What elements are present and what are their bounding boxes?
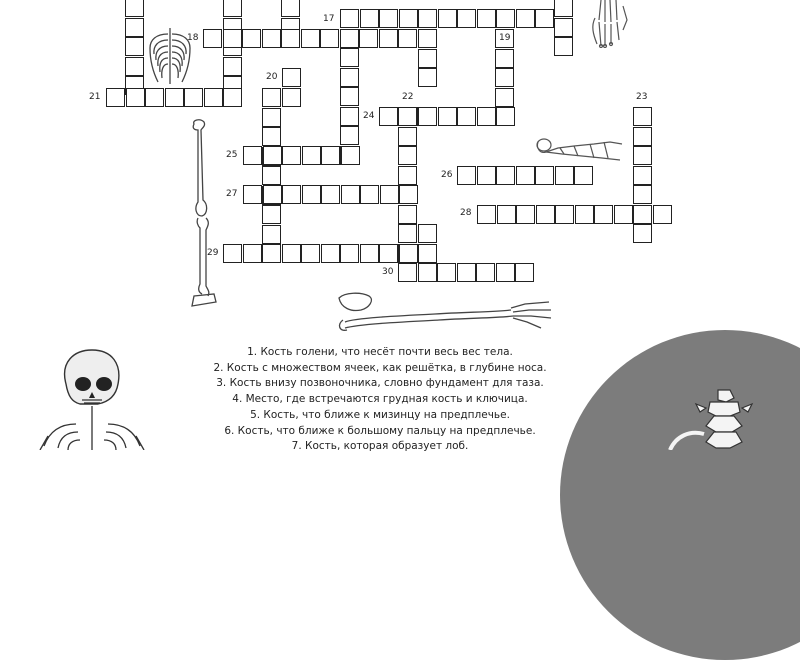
crossword-cell[interactable] (457, 9, 476, 28)
crossword-cell[interactable] (633, 205, 652, 224)
crossword-cell[interactable] (633, 166, 652, 185)
crossword-cell[interactable] (341, 185, 360, 204)
crossword-cell[interactable] (555, 166, 574, 185)
crossword-cell[interactable] (398, 205, 417, 224)
clue-4: 4. Место, где встречаются грудная кость и ключица. (232, 393, 528, 406)
crossword-cell[interactable] (535, 9, 554, 28)
crossword-cell[interactable] (575, 205, 594, 224)
crossword-cell[interactable] (477, 166, 496, 185)
crossword-cell[interactable] (125, 57, 144, 76)
crossword-cell[interactable] (398, 146, 417, 165)
crossword-cell[interactable] (340, 9, 359, 28)
crossword-cell[interactable] (398, 107, 417, 126)
vertebrae-icon (660, 386, 780, 450)
clue-number-17: 17 (323, 14, 335, 24)
crossword-cell[interactable] (399, 185, 418, 204)
clue-number-22: 22 (402, 92, 414, 102)
clue-number-26: 26 (441, 170, 453, 180)
crossword-cell[interactable] (340, 126, 359, 145)
crossword-cell[interactable] (418, 29, 437, 48)
crossword-cell[interactable] (418, 224, 437, 243)
crossword-cell[interactable] (495, 49, 514, 68)
crossword-cell[interactable] (379, 9, 398, 28)
crossword-cell[interactable] (321, 146, 340, 165)
leg-bones-icon (186, 118, 222, 310)
crossword-cell[interactable] (438, 107, 457, 126)
crossword-cell[interactable] (341, 146, 360, 165)
crossword-cell[interactable] (516, 205, 535, 224)
clue-number-19: 19 (499, 33, 511, 43)
crossword-cell[interactable] (477, 107, 496, 126)
crossword-cell[interactable] (282, 88, 301, 107)
crossword-cell[interactable] (399, 244, 418, 263)
crossword-cell[interactable] (262, 127, 281, 146)
crossword-cell[interactable] (243, 185, 262, 204)
crossword-cell[interactable] (223, 0, 242, 17)
clue-number-23: 23 (636, 92, 648, 102)
crossword-cell[interactable] (496, 166, 515, 185)
crossword-cell[interactable] (399, 9, 418, 28)
crossword-cell[interactable] (418, 9, 437, 28)
clue-number-29: 29 (207, 248, 219, 258)
crossword-cell[interactable] (633, 107, 652, 126)
crossword-cell[interactable] (281, 0, 300, 17)
child-skeleton-icon (36, 348, 146, 450)
crossword-cell[interactable] (437, 263, 456, 282)
arm-bones-icon (335, 290, 555, 334)
crossword-cell[interactable] (165, 88, 184, 107)
crossword-cell[interactable] (281, 29, 300, 48)
crossword-cell[interactable] (477, 205, 496, 224)
crossword-cell[interactable] (340, 48, 359, 67)
crossword-cell[interactable] (302, 185, 321, 204)
clue-number-28: 28 (460, 208, 472, 218)
crossword-cell[interactable] (614, 205, 633, 224)
crossword-cell[interactable] (554, 18, 573, 37)
clue-number-27: 27 (226, 189, 238, 199)
crossword-cell[interactable] (457, 166, 476, 185)
crossword-cell[interactable] (477, 9, 496, 28)
crossword-cell[interactable] (535, 166, 554, 185)
crossword-cell[interactable] (476, 263, 495, 282)
crossword-cell[interactable] (340, 87, 359, 106)
crossword-cell[interactable] (262, 244, 281, 263)
crossword-cell[interactable] (340, 68, 359, 87)
hand-skeleton-icon (583, 0, 633, 48)
crossword-cell[interactable] (554, 0, 573, 17)
crossword-cell[interactable] (321, 244, 340, 263)
clue-2: 2. Кость с множеством ячеек, как решётка, в глубине носа. (213, 361, 547, 374)
clue-6: 6. Кость, что ближе к большому пальцу на предплечье. (224, 424, 536, 437)
crossword-cell[interactable] (223, 244, 242, 263)
crossword-cell[interactable] (536, 205, 555, 224)
crossword-cell[interactable] (340, 244, 359, 263)
crossword-cell[interactable] (496, 9, 515, 28)
clue-5: 5. Кость, что ближе к мизинцу на предплечье. (250, 408, 510, 421)
crossword-cell[interactable] (203, 29, 222, 48)
crossword-cell[interactable] (398, 127, 417, 146)
crossword-cell[interactable] (263, 185, 282, 204)
crossword-cell[interactable] (282, 185, 301, 204)
crossword-cell[interactable] (398, 29, 417, 48)
crossword-cell[interactable] (497, 205, 516, 224)
crossword-cell[interactable] (594, 205, 613, 224)
clue-number-21: 21 (89, 92, 101, 102)
crossword-cell[interactable] (495, 88, 514, 107)
clue-1: 1. Кость голени, что несёт почти весь вес тела. (247, 346, 513, 358)
crossword-cell[interactable] (418, 49, 437, 68)
crossword-cell[interactable] (262, 166, 281, 185)
crossword-cell[interactable] (243, 244, 262, 263)
crossword-cell[interactable] (184, 88, 203, 107)
crossword-cell[interactable] (223, 29, 242, 48)
crossword-cell[interactable] (282, 146, 301, 165)
clue-number-25: 25 (226, 150, 238, 160)
crossword-cell[interactable] (379, 29, 398, 48)
clue-7: 7. Кость, которая образует лоб. (291, 440, 469, 453)
crossword-cell[interactable] (145, 88, 164, 107)
crossword-cell[interactable] (262, 88, 281, 107)
crossword-cell[interactable] (243, 146, 262, 165)
crossword-cell[interactable] (633, 146, 652, 165)
crossword-cell[interactable] (496, 263, 515, 282)
crossword-cell[interactable] (242, 29, 261, 48)
crossword-cell[interactable] (204, 88, 223, 107)
clue-number-20: 20 (266, 72, 278, 82)
crossword-cell[interactable] (418, 68, 437, 87)
crossword-cell[interactable] (457, 107, 476, 126)
crossword-cell[interactable] (126, 88, 145, 107)
crossword-cell[interactable] (223, 88, 242, 107)
crossword-cell[interactable] (496, 107, 515, 126)
crossword-cell[interactable] (380, 185, 399, 204)
crossword-cell[interactable] (653, 205, 672, 224)
crossword-cell[interactable] (262, 108, 281, 127)
crossword-cell[interactable] (262, 29, 281, 48)
crossword-cell[interactable] (574, 166, 593, 185)
crossword-cell[interactable] (301, 29, 320, 48)
crossword-cell[interactable] (633, 127, 652, 146)
crossword-cell[interactable] (360, 9, 379, 28)
clue-number-30: 30 (382, 267, 394, 277)
crossword-cell[interactable] (125, 0, 144, 17)
crossword-cell[interactable] (398, 224, 417, 243)
crossword-cell[interactable] (262, 205, 281, 224)
clue-number-24: 24 (363, 111, 375, 121)
crossword-cell[interactable] (359, 29, 378, 48)
crossword-cell[interactable] (262, 225, 281, 244)
crossword-cell[interactable] (360, 244, 379, 263)
crossword-cell[interactable] (495, 68, 514, 87)
crossword-cell[interactable] (302, 146, 321, 165)
clue-number-18: 18 (187, 33, 199, 43)
crossword-cell[interactable] (457, 263, 476, 282)
foot-skeleton-icon (534, 134, 626, 168)
crossword-cell[interactable] (633, 185, 652, 204)
crossword-cell[interactable] (320, 29, 339, 48)
crossword-cell[interactable] (418, 263, 437, 282)
crossword-cell[interactable] (555, 205, 574, 224)
crossword-cell[interactable] (106, 88, 125, 107)
crossword-cell[interactable] (633, 224, 652, 243)
crossword-cell[interactable] (418, 244, 437, 263)
crossword-cell[interactable] (379, 107, 398, 126)
crossword-cell[interactable] (515, 263, 534, 282)
clue-3: 3. Кость внизу позвоночника, словно фундамент для таза. (216, 377, 544, 390)
crossword-cell[interactable] (516, 166, 535, 185)
crossword-cell[interactable] (398, 166, 417, 185)
crossword-cell[interactable] (360, 185, 379, 204)
crossword-cell[interactable] (398, 263, 417, 282)
crossword-cell[interactable] (301, 244, 320, 263)
crossword-cell[interactable] (282, 68, 301, 87)
crossword-cell[interactable] (321, 185, 340, 204)
crossword-cell[interactable] (340, 107, 359, 126)
crossword-cell[interactable] (340, 29, 359, 48)
crossword-cell[interactable] (223, 57, 242, 76)
crossword-cell[interactable] (282, 244, 301, 263)
clue-list (150, 345, 610, 455)
crossword-cell[interactable] (263, 146, 282, 165)
crossword-cell[interactable] (418, 107, 437, 126)
crossword-cell[interactable] (438, 9, 457, 28)
ribcage-icon (144, 26, 199, 86)
crossword-cell[interactable] (516, 9, 535, 28)
crossword-cell[interactable] (379, 244, 398, 263)
crossword-cell[interactable] (554, 37, 573, 56)
crossword-cell[interactable] (125, 18, 144, 37)
crossword-cell[interactable] (125, 37, 144, 56)
